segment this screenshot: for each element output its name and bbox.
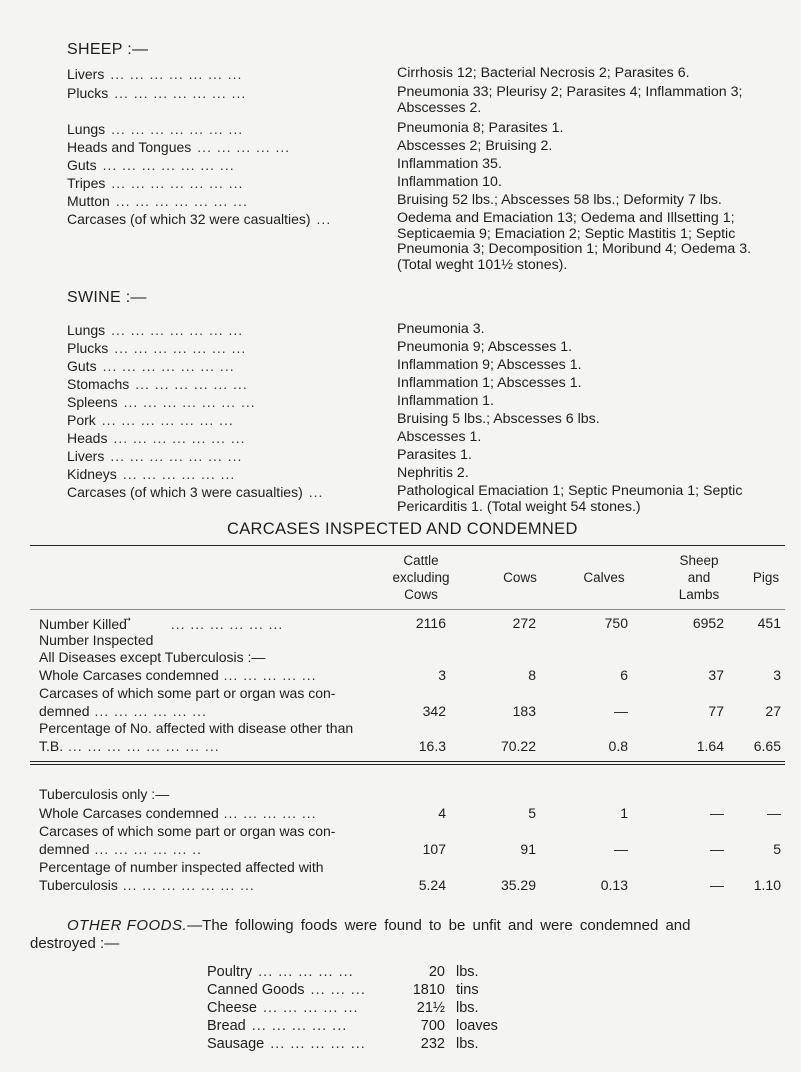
whole-cell: 6	[620, 667, 628, 683]
swine-row-desc: Bruising 5 lbs.; Abscesses 6 lbs.	[397, 411, 600, 427]
swine-row-desc: Inflammation 1.	[397, 393, 494, 409]
part-label-2: demned ... ... ... ... ... ...	[39, 703, 207, 719]
whole-label: Whole Carcases condemned ... ... ... ... ...	[39, 667, 317, 683]
swine-row-desc: Pneumonia 3.	[397, 321, 485, 337]
swine-row-label	[67, 322, 243, 338]
killed-cell: 272	[512, 615, 536, 631]
sheep-row-label-text: Livers	[67, 66, 105, 82]
swine-row-desc: Inflammation 1; Abscesses 1.	[397, 375, 582, 391]
swine-row-label-text: Pork	[67, 412, 96, 428]
tb-pct-cell: 1.10	[753, 877, 781, 893]
swine-row-desc: Abscesses 1.	[397, 429, 482, 445]
killed-cell: 2116	[415, 615, 446, 631]
table-mid-rule	[30, 761, 785, 762]
leader-dots: ... ... ... ... ...	[258, 964, 354, 980]
column-header: Lambs	[678, 587, 720, 602]
column-header: excluding	[392, 570, 450, 585]
swine-row-label	[67, 394, 256, 410]
leader-dots: ... ... ... ... ... ... ...	[114, 85, 247, 101]
tb-pct-label-1: Percentage of number inspected affected with	[39, 859, 324, 875]
sheep-row-label	[67, 121, 243, 137]
leader-dots: ... ... ... ... ... ... ...	[110, 66, 243, 82]
swine-row-label-text: Plucks	[67, 340, 109, 356]
sheep-row-label-text: Tripes	[67, 175, 106, 191]
column-header: Pigs	[752, 570, 780, 585]
swine-row-label	[67, 412, 234, 428]
column-header: and	[687, 570, 711, 585]
tb-whole-label: Whole Carcases condemned ... ... ... ... ...	[39, 805, 317, 821]
sheep-heading: SHEEP :—	[67, 41, 149, 58]
leader-dots: ... ... ...	[310, 982, 366, 998]
column-header: Cows	[503, 570, 537, 585]
other-item-label	[207, 1018, 347, 1034]
sheep-row-label	[67, 66, 242, 82]
whole-cell: 3	[438, 667, 446, 683]
column-header: Sheep	[679, 553, 719, 568]
other-item-label-text: Cheese	[207, 1000, 257, 1016]
whole-cell: 3	[773, 667, 781, 683]
part-label-1: Carcases of which some part or organ was con-	[39, 685, 336, 701]
swine-row-desc: Inflammation 9; Abscesses 1.	[397, 357, 582, 373]
swine-row-label-text: Spleens	[67, 394, 118, 410]
header-rule	[30, 609, 785, 610]
swine-row-desc: Parasites 1.	[397, 447, 472, 463]
tb-part-label-1: Carcases of which some part or organ was con-	[39, 823, 336, 839]
sheep-row-desc: Pneumonia 8; Parasites 1.	[397, 120, 564, 136]
other-item-qty: 700	[420, 1018, 445, 1034]
column-header: Cows	[404, 587, 438, 602]
leader-dots: ... ... ... ... ... ... ...	[114, 340, 247, 356]
leader-dots: ... ... ... ... ...	[251, 1018, 348, 1034]
sheep-row-desc: Cirrhosis 12; Bacterial Necrosis 2; Parasites 6.	[397, 65, 690, 81]
sheep-row-label-text: Mutton	[67, 193, 110, 209]
sheep-row-label	[67, 211, 331, 227]
tb-heading: Tuberculosis only :—	[39, 786, 170, 802]
tb-whole-cell: 5	[528, 805, 536, 821]
killed-cell: 750	[604, 615, 628, 631]
swine-row-label	[67, 358, 235, 374]
other-item-label	[207, 982, 366, 998]
tb-whole-cell: —	[710, 805, 724, 821]
sheep-row-desc: Inflammation 35.	[397, 156, 502, 172]
other-item-unit: loaves	[456, 1018, 498, 1034]
tb-part-cell: 107	[422, 841, 446, 857]
swine-row-label	[67, 376, 248, 392]
killed-cell: 451	[757, 615, 781, 631]
tb-whole-cell: 4	[438, 805, 446, 821]
leader-dots: ...	[308, 484, 324, 500]
other-item-qty: 232	[420, 1036, 445, 1052]
swine-row-label	[67, 448, 242, 464]
table-top-rule	[30, 545, 785, 546]
other-foods-heading: OTHER FOODS.	[67, 917, 188, 934]
leader-dots: ... ... ... ... ... ...	[135, 376, 248, 392]
whole-cell: 37	[708, 667, 724, 683]
part-cell: 27	[765, 703, 781, 719]
tb-part-cell: 5	[773, 841, 781, 857]
swine-row-label-text: Kidneys	[67, 466, 117, 482]
other-item-label-text: Bread	[207, 1018, 246, 1034]
sheep-row-desc: Pneumonia 33; Pleurisy 2; Parasites 4; Inflammation 3; Abscesses 2.	[397, 84, 743, 116]
killed-cell: 6952	[692, 615, 724, 631]
tb-part-cell: —	[710, 841, 724, 857]
other-item-label-text: Poultry	[207, 964, 253, 980]
swine-row-label-text: Stomachs	[67, 376, 130, 392]
swine-row-label	[67, 340, 246, 356]
leader-dots: ... ... ... ... ... ... ...	[111, 175, 244, 191]
tb-whole-cell: 1	[620, 805, 628, 821]
leader-dots: ... ... ... ... ... ... ...	[111, 121, 244, 137]
sheep-row-label-text: Heads and Tongues	[67, 139, 192, 155]
other-item-label	[207, 964, 354, 980]
tb-pct-cell: 35.29	[500, 877, 536, 893]
tb-pct-cell: 5.24	[418, 877, 446, 893]
leader-dots: ... ... ... ... ...	[262, 1000, 359, 1016]
leader-dots: ... ... ... ... ... ... ...	[113, 430, 246, 446]
tb-part-label-2: demned ... ... ... ... ... ..	[39, 841, 203, 857]
inspected-label: Number Inspected	[39, 632, 154, 648]
sheep-row-desc: Bruising 52 lbs.; Abscesses 58 lbs.; Deformity 7 lbs.	[397, 192, 722, 208]
leader-dots: ... ... ... ... ... ... ...	[115, 193, 248, 209]
leader-dots: ... ... ... ... ... ... ...	[102, 157, 235, 173]
tb-pct-cell: 0.13	[600, 877, 628, 893]
tb-part-cell: 91	[520, 841, 536, 857]
sheep-row-label	[67, 85, 246, 101]
swine-row-label	[67, 484, 323, 500]
pct-cell: 6.65	[753, 738, 781, 754]
sheep-row-desc: Abscesses 2; Bruising 2.	[397, 138, 553, 154]
sheep-row-desc: Inflammation 10.	[397, 174, 502, 190]
leader-dots: ... ... ... ... ...	[197, 139, 291, 155]
pct-cell: 0.8	[608, 738, 628, 754]
leader-dots: ... ... ... ... ...	[270, 1036, 366, 1052]
sheep-row-label	[67, 193, 248, 209]
part-cell: 183	[512, 703, 536, 719]
other-item-label-text: Sausage	[207, 1036, 265, 1052]
pct-cell: 16.3	[418, 738, 446, 754]
other-item-label	[207, 1036, 366, 1052]
other-foods-paragraph	[67, 917, 690, 934]
swine-row-label-text: Livers	[67, 448, 105, 464]
pct-label-2: T.B. ... ... ... ... ... ... ... ...	[39, 738, 220, 754]
swine-row-label-text: Lungs	[67, 322, 106, 338]
pct-label-1: Percentage of No. affected with disease other than	[39, 720, 354, 736]
all-diseases-label: All Diseases except Tuberculosis :—	[39, 649, 266, 665]
leader-dots: ... ... ... ... ... ... ...	[102, 358, 235, 374]
sheep-row-label	[67, 139, 290, 155]
whole-cell: 8	[528, 667, 536, 683]
other-foods-text-2: destroyed :—	[30, 935, 120, 952]
tb-part-cell: —	[614, 841, 628, 857]
other-item-unit: lbs.	[456, 1036, 479, 1052]
other-item-label	[207, 1000, 359, 1016]
leader-dots: ... ... ... ... ... ...	[122, 466, 236, 482]
tb-whole-cell: —	[767, 805, 781, 821]
swine-row-desc: Pneumonia 9; Abscesses 1.	[397, 339, 573, 355]
sheep-row-label-text: Plucks	[67, 85, 109, 101]
other-item-label-text: Canned Goods	[207, 982, 305, 998]
swine-row-label-text: Guts	[67, 358, 97, 374]
tb-pct-cell: —	[710, 877, 724, 893]
other-item-unit: lbs.	[456, 964, 479, 980]
sheep-row-desc: Oedema and Emaciation 13; Oedema and Illsetting 1; Septicaemia 9; Emaciation 2; Septic Mastitis 1; Septic Pneumonia 3; Decomposition 1; Moribund 4; Oedema 3. (Total weght 101½ stones).	[397, 210, 752, 273]
swine-row-label-text: Carcases (of which 3 were casualties)	[67, 484, 303, 500]
part-cell: 342	[422, 703, 446, 719]
table-title: CARCASES INSPECTED AND CONDEMNED	[227, 520, 578, 538]
leader-dots: ... ... ... ... ... ... ...	[111, 322, 244, 338]
other-item-qty: 1810	[412, 982, 445, 998]
swine-row-label-text: Heads	[67, 430, 108, 446]
sheep-row-label-text: Lungs	[67, 121, 106, 137]
swine-row-label	[67, 466, 235, 482]
pct-cell: 1.64	[696, 738, 724, 754]
leader-dots: ... ... ... ... ... ... ...	[123, 394, 256, 410]
sheep-row-label	[67, 157, 235, 173]
pct-cell: 70.22	[500, 738, 536, 754]
part-cell: —	[614, 703, 628, 719]
other-item-unit: lbs.	[456, 1000, 479, 1016]
other-item-qty: 20	[428, 964, 445, 980]
swine-row-label	[67, 430, 246, 446]
column-header: Calves	[583, 570, 625, 585]
sheep-row-label	[67, 175, 243, 191]
swine-heading: SWINE :—	[67, 289, 147, 306]
other-item-unit: tins	[456, 982, 479, 998]
sheep-row-label-text: Guts	[67, 157, 97, 173]
killed-label: Number Killed ... ... ... ... ... ...	[39, 616, 284, 632]
other-item-qty: 21½	[416, 1000, 445, 1016]
tb-pct-label-2: Tuberculosis ... ... ... ... ... ... ...	[39, 877, 255, 893]
leader-dots: ...	[316, 211, 332, 227]
swine-row-desc: Nephritis 2.	[397, 465, 469, 481]
sheep-row-label-text: Carcases (of which 32 were casualties)	[67, 211, 311, 227]
swine-row-desc: Pathological Emaciation 1; Septic Pneumonia 1; Septic Pericarditis 1. (Total weight 54 stones.)	[397, 483, 743, 515]
part-cell: 77	[708, 703, 724, 719]
column-header: Cattle	[403, 553, 439, 568]
table-mid-rule-2	[30, 764, 785, 765]
other-foods-text: —The following foods were found to be unfit and were condemned and	[187, 917, 691, 934]
leader-dots: ... ... ... ... ... ... ...	[110, 448, 243, 464]
leader-dots: ... ... ... ... ... ... ...	[101, 412, 234, 428]
